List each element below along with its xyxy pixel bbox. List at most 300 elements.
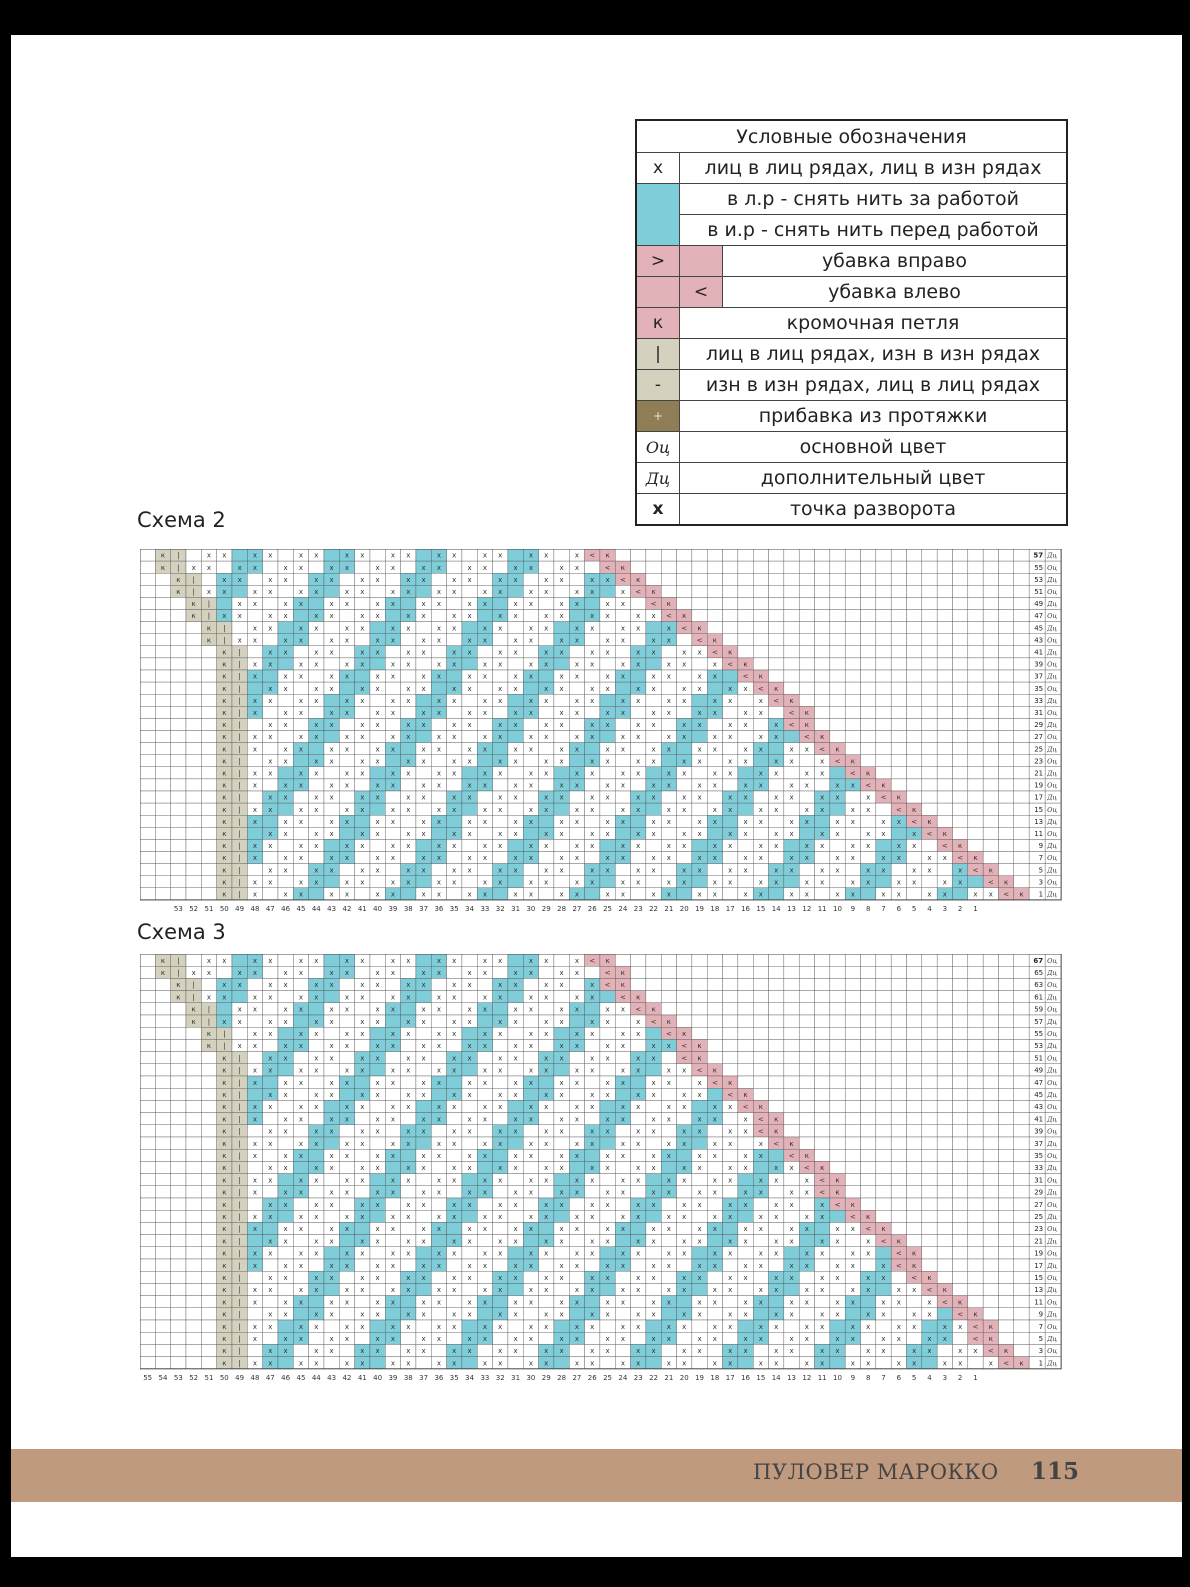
cell-symbol: x [482, 956, 488, 965]
grid-cell [845, 1039, 860, 1051]
row-color-label: Дц [1047, 1164, 1057, 1173]
cell-symbol: x [728, 684, 733, 693]
grid-cell [140, 1076, 155, 1088]
grid-cell [738, 1015, 753, 1027]
grid-cell [309, 966, 324, 978]
grid-cell [845, 1113, 860, 1125]
grid-cell [431, 573, 446, 585]
cell-symbol: x [835, 830, 840, 839]
cell-symbol: x [421, 890, 426, 899]
cell-symbol: x [666, 1188, 671, 1197]
grid-cell [799, 610, 814, 622]
legend-symbol-edge: к [636, 308, 680, 339]
row-color-label: Дц [1047, 745, 1057, 754]
cell-symbol: x [360, 648, 365, 657]
grid-cell [983, 954, 998, 966]
cell-symbol: x [375, 1042, 380, 1051]
grid-cell [201, 706, 216, 718]
cell-symbol: x [329, 600, 334, 609]
grid-cell [968, 1259, 983, 1271]
grid-cell [171, 839, 186, 851]
cell-symbol: x [314, 793, 319, 802]
cell-symbol: x [298, 1078, 304, 1087]
grid-cell [585, 1149, 600, 1161]
cell-symbol: x [528, 588, 533, 597]
grid-cell [723, 1039, 738, 1051]
cell-symbol: x [498, 1212, 503, 1221]
cell-symbol: x [452, 866, 457, 875]
grid-cell [983, 1039, 998, 1051]
grid-cell [830, 549, 845, 561]
cell-symbol: x [467, 563, 472, 572]
grid-cell [278, 767, 293, 779]
grid-cell [998, 573, 1013, 585]
stitch-number: 51 [204, 904, 214, 913]
grid-cell [830, 1076, 845, 1088]
cell-symbol: x [482, 733, 488, 742]
legend-text: точка разворота [680, 494, 1068, 526]
grid-cell [140, 852, 155, 864]
grid-cell [968, 646, 983, 658]
grid-cell [416, 803, 431, 815]
grid-cell [462, 1174, 477, 1186]
cell-symbol: x [252, 600, 258, 609]
grid-cell [661, 1198, 676, 1210]
grid-cell [799, 1015, 814, 1027]
cell-symbol: x [482, 1078, 488, 1087]
cell-symbol: x [268, 1273, 273, 1282]
cell-symbol: к [222, 745, 227, 754]
cell-symbol: к [804, 709, 809, 718]
grid-cell [631, 549, 646, 561]
grid-cell [447, 597, 462, 609]
grid-cell [998, 1149, 1013, 1161]
grid-cell [830, 573, 845, 585]
grid-cell [830, 1210, 845, 1222]
cell-symbol: x [544, 757, 549, 766]
cell-symbol: x [268, 648, 273, 657]
cell-symbol: x [421, 1164, 426, 1173]
cell-symbol: x [206, 956, 212, 965]
cell-symbol: x [774, 1249, 779, 1258]
cell-symbol: x [360, 956, 365, 965]
cell-symbol: к [712, 636, 717, 645]
grid-cell [309, 1113, 324, 1125]
grid-cell [355, 1113, 370, 1125]
cell-symbol: x [252, 993, 258, 1002]
grid-cell [830, 991, 845, 1003]
cell-symbol: | [238, 1115, 241, 1124]
grid-cell [876, 670, 891, 682]
cell-symbol: x [298, 1225, 304, 1234]
grid-cell [784, 1210, 799, 1222]
grid-cell [723, 561, 738, 573]
grid-cell [952, 1039, 967, 1051]
cell-symbol: x [651, 672, 656, 681]
cell-symbol: к [222, 842, 227, 851]
grid-cell [830, 1027, 845, 1039]
cell-symbol: x [835, 1237, 840, 1246]
cell-symbol: x [390, 993, 396, 1002]
cell-symbol: к [176, 993, 181, 1002]
cell-symbol: x [528, 1225, 533, 1234]
cell-symbol: x [666, 805, 671, 814]
grid-cell [186, 1198, 201, 1210]
grid-cell [769, 779, 784, 791]
cell-symbol: x [758, 745, 763, 754]
cell-symbol: x [252, 1249, 258, 1258]
cell-symbol: x [544, 866, 549, 875]
grid-cell [998, 755, 1013, 767]
grid-cell [155, 1259, 170, 1271]
grid-cell [998, 839, 1013, 851]
scheme-2-title: Схема 2 [137, 508, 226, 532]
grid-cell [784, 966, 799, 978]
cell-symbol: x [283, 1261, 288, 1270]
grid-cell [922, 1076, 937, 1088]
grid-cell [539, 1259, 554, 1271]
grid-cell [263, 1003, 278, 1015]
cell-symbol: x [482, 1005, 488, 1014]
stitch-number: 33 [480, 904, 490, 913]
row-color-label: Дц [1047, 551, 1057, 560]
grid-cell [140, 646, 155, 658]
cell-symbol: x [651, 1200, 656, 1209]
grid-cell [830, 731, 845, 743]
cell-symbol: x [390, 817, 396, 826]
cell-symbol: x [421, 817, 426, 826]
grid-cell [324, 767, 339, 779]
grid-cell [401, 1113, 416, 1125]
cell-symbol: x [314, 842, 319, 851]
grid-cell [799, 597, 814, 609]
stitch-number: 10 [833, 904, 842, 913]
grid-cell [983, 1076, 998, 1088]
cell-symbol: x [222, 993, 227, 1002]
row-number: 33 [1034, 1164, 1044, 1173]
cell-symbol: x [498, 1054, 503, 1063]
cell-symbol: x [804, 878, 809, 887]
cell-symbol: x [774, 830, 779, 839]
grid-cell [431, 1235, 446, 1247]
cell-symbol: x [252, 733, 258, 742]
grid-cell [891, 767, 906, 779]
grid-cell [539, 1186, 554, 1198]
cell-symbol: x [636, 1029, 641, 1038]
legend-text: лиц в лиц рядах, лиц в изн рядах [680, 153, 1068, 184]
grid-cell [692, 1015, 707, 1027]
grid-cell [416, 549, 431, 561]
cell-symbol: x [298, 1115, 304, 1124]
cell-symbol: | [223, 636, 226, 645]
grid-cell [355, 966, 370, 978]
grid-cell [830, 978, 845, 990]
grid-cell [907, 1027, 922, 1039]
grid-cell [968, 585, 983, 597]
grid-cell [815, 682, 830, 694]
grid-cell [968, 1039, 983, 1051]
grid-cell [983, 1161, 998, 1173]
cell-symbol: x [758, 696, 763, 705]
cell-symbol: x [375, 1054, 380, 1063]
cell-symbol: x [283, 575, 288, 584]
cell-symbol: x [605, 830, 610, 839]
grid-cell [753, 1064, 768, 1076]
grid-cell [171, 791, 186, 803]
cell-symbol: x [252, 672, 258, 681]
cell-symbol: x [620, 1029, 625, 1038]
stitch-number: 12 [802, 904, 812, 913]
cell-symbol: < [727, 1090, 734, 1099]
cell-symbol: x [452, 757, 457, 766]
cell-symbol: к [222, 1066, 227, 1075]
cell-symbol: x [651, 721, 656, 730]
grid-cell [201, 1088, 216, 1100]
cell-symbol: x [452, 696, 457, 705]
grid-cell [952, 1064, 967, 1076]
grid-cell [983, 1003, 998, 1015]
cell-symbol: < [865, 781, 872, 790]
grid-cell [907, 1088, 922, 1100]
cell-symbol: x [559, 1054, 564, 1063]
row-number: 13 [1034, 817, 1044, 826]
row-color-label: Дц [1047, 1139, 1057, 1148]
row-number: 49 [1034, 1066, 1044, 1075]
row-color-label: Дц [1047, 1261, 1057, 1270]
cell-symbol: x [467, 1127, 472, 1136]
cell-symbol: x [375, 1151, 380, 1160]
cell-symbol: к [927, 817, 932, 826]
cell-symbol: x [728, 793, 733, 802]
grid-cell [983, 1052, 998, 1064]
grid-cell [891, 610, 906, 622]
cell-symbol: x [666, 781, 671, 790]
cell-symbol: x [314, 721, 319, 730]
grid-cell [140, 1125, 155, 1137]
cell-symbol: x [298, 636, 304, 645]
cell-symbol: x [958, 878, 963, 887]
cell-symbol: x [283, 817, 288, 826]
grid-cell [876, 718, 891, 730]
cell-symbol: x [329, 890, 334, 899]
grid-cell [907, 1076, 922, 1088]
grid-cell [692, 991, 707, 1003]
grid-cell [309, 634, 324, 646]
grid-cell [968, 978, 983, 990]
grid-cell [201, 694, 216, 706]
stitch-number: 9 [850, 904, 856, 913]
grid-cell [815, 991, 830, 1003]
grid-cell [401, 852, 416, 864]
cell-symbol: x [237, 981, 242, 990]
cell-symbol: x [605, 1151, 610, 1160]
grid-cell [661, 682, 676, 694]
cell-symbol: | [238, 684, 241, 693]
cell-symbol: x [574, 968, 579, 977]
grid-cell [891, 682, 906, 694]
cell-symbol: x [421, 1054, 426, 1063]
grid-cell [937, 597, 952, 609]
cell-symbol: x [605, 600, 610, 609]
legend-text: прибавка из протяжки [680, 401, 1068, 432]
grid-cell [539, 706, 554, 718]
cell-symbol: x [528, 551, 533, 560]
cell-symbol: x [544, 648, 549, 657]
grid-cell [845, 610, 860, 622]
row-number: 45 [1034, 1090, 1044, 1099]
cell-symbol: x [666, 1212, 671, 1221]
grid-cell [140, 585, 155, 597]
grid-cell [493, 597, 508, 609]
row-number: 53 [1034, 1042, 1044, 1051]
grid-cell [140, 1052, 155, 1064]
grid-cell [201, 1100, 216, 1112]
grid-cell [554, 731, 569, 743]
cell-symbol: x [590, 981, 595, 990]
grid-cell [753, 978, 768, 990]
grid-cell [370, 658, 385, 670]
cell-symbol: x [636, 721, 641, 730]
grid-cell [631, 966, 646, 978]
cell-symbol: x [360, 1017, 365, 1026]
grid-cell [355, 1076, 370, 1088]
grid-cell [830, 646, 845, 658]
cell-symbol: x [252, 805, 258, 814]
grid-cell [554, 1210, 569, 1222]
grid-cell [998, 694, 1013, 706]
grid-cell [539, 1039, 554, 1051]
grid-cell [845, 1137, 860, 1149]
cell-symbol: x [375, 757, 380, 766]
grid-cell [140, 1259, 155, 1271]
cell-symbol: x [651, 745, 656, 754]
grid-cell [171, 1174, 186, 1186]
cell-symbol: x [605, 1115, 610, 1124]
cell-symbol: x [513, 1164, 518, 1173]
grid-cell [968, 1137, 983, 1149]
grid-cell [876, 1198, 891, 1210]
grid-cell [907, 634, 922, 646]
cell-symbol: x [375, 1200, 380, 1209]
grid-cell [401, 1039, 416, 1051]
grid-cell [263, 1259, 278, 1271]
cell-symbol: x [283, 1005, 288, 1014]
grid-cell [815, 815, 830, 827]
grid-cell [508, 585, 523, 597]
grid-cell [769, 991, 784, 1003]
grid-cell [339, 1235, 354, 1247]
grid-cell [631, 1259, 646, 1271]
cell-symbol: x [436, 890, 442, 899]
grid-cell [171, 755, 186, 767]
cell-symbol: x [850, 781, 855, 790]
grid-cell [876, 876, 891, 888]
cell-symbol: x [666, 1066, 671, 1075]
cell-symbol: x [360, 842, 365, 851]
cell-symbol: x [544, 588, 549, 597]
grid-cell [769, 1222, 784, 1234]
cell-symbol: x [835, 866, 840, 875]
cell-symbol: x [482, 588, 488, 597]
grid-cell [155, 1186, 170, 1198]
grid-cell [861, 1003, 876, 1015]
grid-cell [891, 1052, 906, 1064]
row-number: 27 [1034, 733, 1044, 742]
cell-symbol: x [390, 805, 396, 814]
row-color-label: Дц [1047, 648, 1057, 657]
grid-cell [830, 1052, 845, 1064]
cell-symbol: x [467, 1261, 472, 1270]
cell-symbol: x [682, 878, 687, 887]
grid-cell [968, 573, 983, 585]
cell-symbol: x [804, 805, 809, 814]
row-color-label: Дц [1047, 769, 1057, 778]
grid-cell [140, 731, 155, 743]
grid-cell [876, 1003, 891, 1015]
cell-symbol: x [896, 878, 901, 887]
grid-cell [508, 839, 523, 851]
cell-symbol: x [452, 956, 457, 965]
stitch-number: 28 [557, 904, 567, 913]
grid-cell [477, 1125, 492, 1137]
cell-symbol: | [238, 1188, 241, 1197]
cell-symbol: x [743, 781, 748, 790]
cell-symbol: x [651, 636, 656, 645]
cell-symbol: x [344, 1066, 350, 1075]
grid-cell [707, 597, 722, 609]
cell-symbol: x [804, 1261, 809, 1270]
grid-cell [845, 1186, 860, 1198]
cell-symbol: x [590, 696, 595, 705]
cell-symbol: x [498, 721, 503, 730]
cell-symbol: к [743, 1090, 748, 1099]
grid-cell [508, 1027, 523, 1039]
cell-symbol: x [590, 1176, 595, 1185]
grid-cell [1014, 1039, 1029, 1051]
grid-cell [523, 791, 538, 803]
grid-cell [416, 1027, 431, 1039]
cell-symbol: x [605, 781, 610, 790]
cell-symbol: x [743, 866, 748, 875]
cell-symbol: x [406, 805, 411, 814]
grid-cell [815, 978, 830, 990]
cell-symbol: x [329, 1090, 334, 1099]
grid-cell [952, 658, 967, 670]
cell-symbol: x [436, 709, 442, 718]
grid-cell [431, 1161, 446, 1173]
cell-symbol: x [651, 890, 656, 899]
grid-cell [907, 852, 922, 864]
cell-symbol: к [866, 769, 871, 778]
cell-symbol: к [222, 648, 227, 657]
grid-cell [401, 561, 416, 573]
cell-symbol: к [160, 968, 166, 977]
grid-cell [171, 622, 186, 634]
cell-symbol: x [774, 733, 779, 742]
cell-symbol: x [651, 781, 656, 790]
grid-cell [815, 1149, 830, 1161]
cell-symbol: x [712, 769, 717, 778]
cell-symbol: x [712, 854, 717, 863]
grid-cell [201, 755, 216, 767]
cell-symbol: x [682, 866, 687, 875]
cell-symbol: x [390, 636, 396, 645]
grid-cell [769, 815, 784, 827]
cell-symbol: x [344, 956, 350, 965]
cell-symbol: x [390, 1029, 396, 1038]
grid-cell [937, 743, 952, 755]
grid-cell [723, 852, 738, 864]
